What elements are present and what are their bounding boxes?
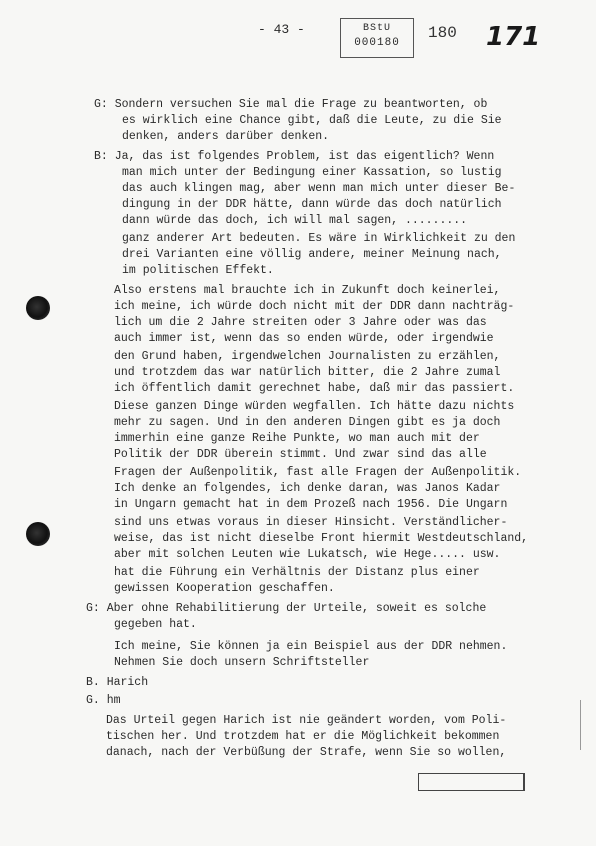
text-line: drei Varianten eine völlig andere, meiner Meinung nach,: [122, 248, 502, 261]
text-line: ich öffentlich damit gerechnet habe, daß mir das passiert.: [114, 382, 515, 395]
text-line: mehr zu sagen. Und in den anderen Dingen gibt es ja doch: [114, 416, 501, 429]
text-line: man mich unter der Bedingung einer Kassation, so lustig: [122, 166, 502, 179]
text-line: danach, nach der Verbüßung der Strafe, wenn Sie so wollen,: [106, 746, 507, 759]
text-line: ganz anderer Art bedeuten. Es wäre in Wirklichkeit zu den: [122, 232, 516, 245]
text-line: G: Aber ohne Rehabilitierung der Urteile, soweit es solche: [86, 602, 487, 615]
text-line: Ich meine, Sie können ja ein Beispiel aus der DDR nehmen.: [114, 640, 508, 653]
text-line: Diese ganzen Dinge würden wegfallen. Ich hätte dazu nichts: [114, 400, 515, 413]
text-line: Also erstens mal brauchte ich in Zukunft doch keinerlei,: [114, 284, 501, 297]
text-line: Ich denke an folgendes, ich denke daran, was Janos Kadar: [114, 482, 501, 495]
text-line: Politik der DDR überein stimmt. Und zwar sind das alle: [114, 448, 487, 461]
text-line: denken, anders darüber denken.: [122, 130, 330, 143]
text-line: in Ungarn gemacht hat in dem Prozeß nach 1956. Die Ungarn: [114, 498, 508, 511]
text-line: lich um die 2 Jahre streiten oder 3 Jahre oder was das: [114, 316, 487, 329]
text-line: G. hm: [86, 694, 121, 707]
text-line: ich meine, ich würde doch nicht mit der DDR dann nachträg-: [114, 300, 515, 313]
text-line: auch immer ist, wenn das so enden würde, oder irgendwie: [114, 332, 494, 345]
text-line: Nehmen Sie doch unsern Schriftsteller: [114, 656, 370, 669]
text-line: Das Urteil gegen Harich ist nie geändert worden, vom Poli-: [106, 714, 507, 727]
text-line: es wirklich eine Chance gibt, daß die Leute, zu die Sie: [122, 114, 502, 127]
text-line: und trotzdem das war natürlich bitter, die 2 Jahre zumal: [114, 366, 501, 379]
text-line: B. Harich: [86, 676, 149, 689]
text-line: G: Sondern versuchen Sie mal die Frage zu beantworten, ob: [94, 98, 488, 111]
text-line: aber mit solchen Leuten wie Lukatsch, wie Hege..... usw.: [114, 548, 501, 561]
handwritten-page-number: 171: [486, 22, 541, 52]
text-line: immerhin eine ganze Reihe Punkte, wo man auch mit der: [114, 432, 480, 445]
text-line: tischen her. Und trotzdem hat er die Möglichkeit bekommen: [106, 730, 500, 743]
text-line: weise, das ist nicht dieselbe Front hiermit Westdeutschland,: [114, 532, 529, 545]
page-number: - 43 -: [258, 22, 305, 37]
handwritten-box: [418, 773, 525, 791]
text-line: dann würde das doch, ich will mal sagen, .........: [122, 214, 468, 227]
text-line: hat die Führung ein Verhältnis der Distanz plus einer: [114, 566, 480, 579]
text-line: dingung in der DDR hätte, dann würde das doch natürlich: [122, 198, 502, 211]
margin-mark: [580, 700, 581, 750]
text-line: B: Ja, das ist folgendes Problem, ist das eigentlich? Wenn: [94, 150, 495, 163]
text-line: im politischen Effekt.: [122, 264, 274, 277]
text-line: gegeben hat.: [114, 618, 197, 631]
punch-hole-icon: [26, 522, 50, 546]
text-line: gewissen Kooperation geschaffen.: [114, 582, 335, 595]
archive-stamp: [340, 18, 414, 58]
text-line: das auch klingen mag, aber wenn man mich unter dieser Be-: [122, 182, 516, 195]
text-line: den Grund haben, irgendwelchen Journalisten zu erzählen,: [114, 350, 501, 363]
text-line: sind uns etwas voraus in dieser Hinsicht. Verständlicher-: [114, 516, 508, 529]
punch-hole-icon: [26, 296, 50, 320]
archive-page-number: 180: [428, 24, 457, 42]
text-line: Fragen der Außenpolitik, fast alle Fragen der Außenpolitik.: [114, 466, 522, 479]
stamp-number: 000180: [354, 37, 400, 49]
stamp-agency: BStU: [362, 23, 391, 34]
